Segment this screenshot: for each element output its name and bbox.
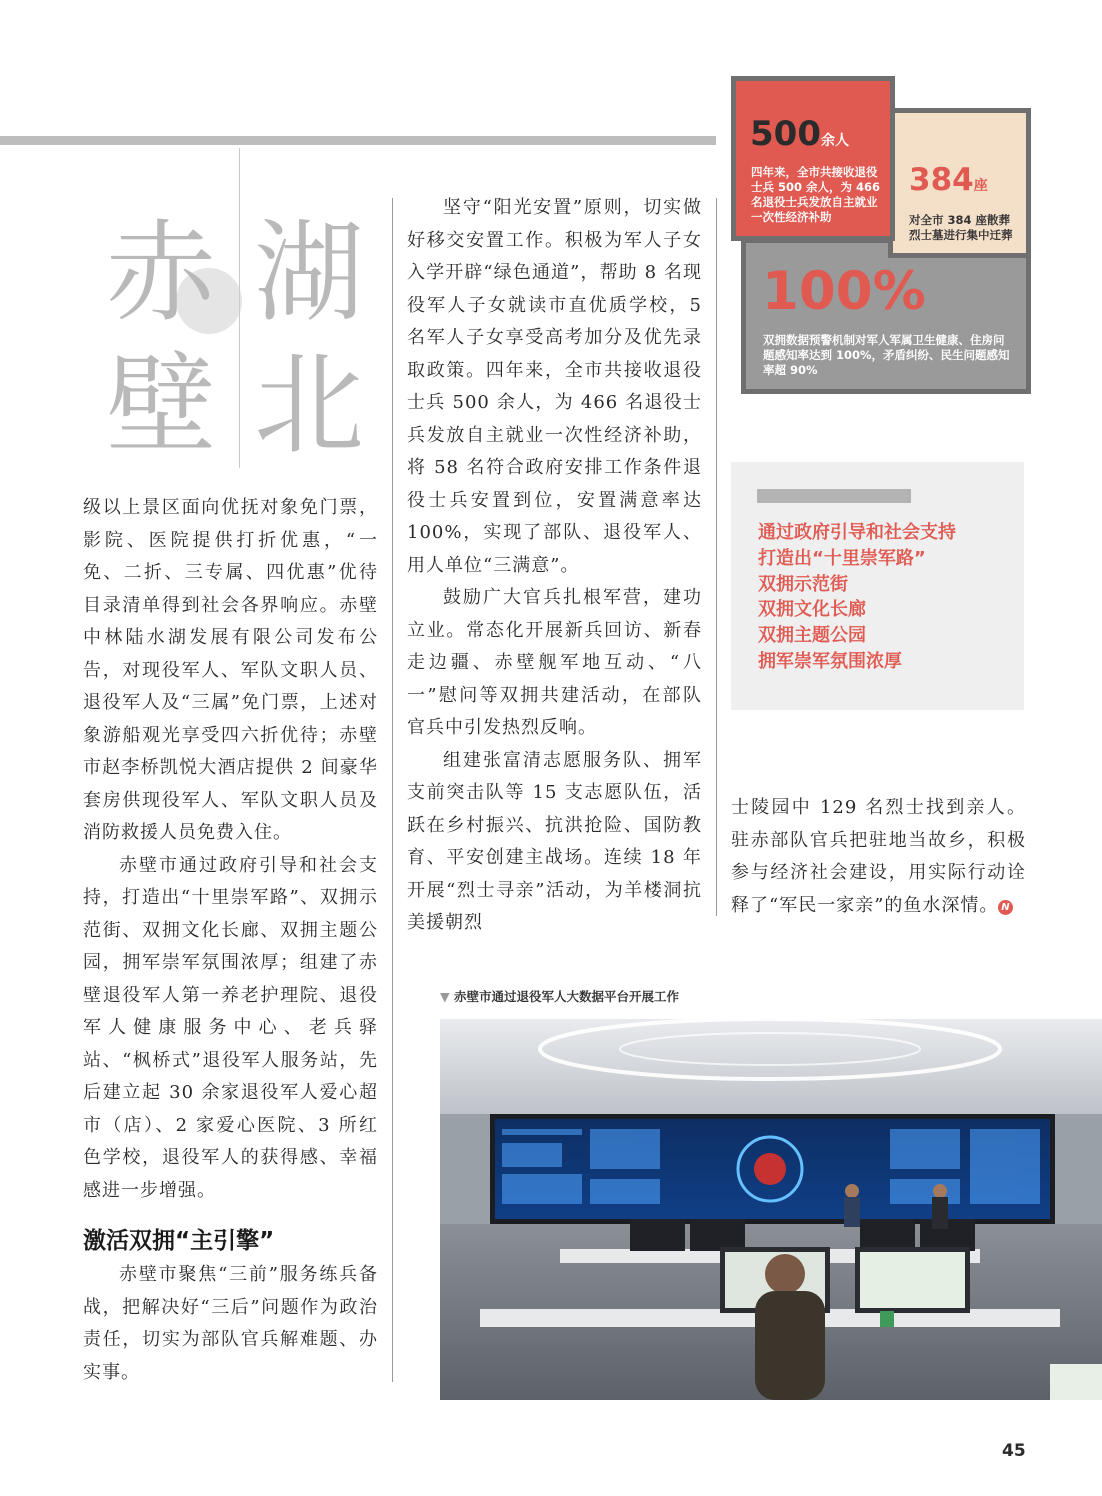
column-1-top — [83, 492, 378, 1207]
pull-quote — [731, 462, 1024, 710]
quote-line: 双拥文化长廊 — [758, 599, 866, 621]
stat-box-veterans — [731, 76, 895, 241]
stat-box-tombs — [888, 108, 1031, 258]
paragraph: 坚守“阳光安置”原则，切实做好移交安置工作。积极为军人子女入学开辟“绿色通道”，帮助 8 名现役军人子女就读市直优质学校，5 名军人子女享受高考加分及优先录取政策。四年来，全市共接收退役士兵 500 余人，为 466 名退役士兵发放自主就业一次性经济补助，将 58 名符合政府安排工作条件退役士兵安置到位，安置满意率达 100%，实现了部队、退役军人、用人单位“三满意”。 — [407, 197, 702, 576]
quote-line: 拥军崇军氛围浓厚 — [758, 650, 902, 672]
stat-unit: 座 — [973, 178, 988, 194]
column-3 — [731, 792, 1026, 922]
stat-desc: 双拥数据预警机制对军人军属卫生健康、住房问题感知率达到 100%，矛盾纠纷、民生问题感知率超 90% — [763, 333, 1010, 377]
quote-line: 双拥主题公园 — [758, 625, 866, 647]
quote-line: 双拥示范街 — [758, 573, 848, 595]
decor-char-chi: 赤 — [106, 209, 216, 337]
photo-caption — [440, 987, 679, 1005]
stat-unit: 余人 — [820, 133, 849, 149]
column-divider-1 — [392, 198, 393, 1382]
stat-desc: 四年来，全市共接收退役士兵 500 余人，为 466 名退役士兵发放自主就业一次性经济补助 — [751, 165, 881, 224]
section-heading: 激活双拥“主引擎” — [83, 1228, 275, 1254]
paragraph: 级以上景区面向优抚对象免门票，影院、医院提供打折优惠，“一免、二折、三专属、四优惠”优待目录清单得到社会各界响应。赤壁中林陆水湖发展有限公司发布公告，对现役军人、军队文职人员、退役军人及“三属”免门票，上述对象游船观光享受四六折优待；赤壁市赵李桥凯悦大酒店提供 2 间豪华套房供现役军人、军队文职人员及消防救援人员免费入住。 — [83, 497, 378, 843]
decor-char-bi: 壁 — [106, 341, 216, 469]
stat-number: 500 — [750, 114, 821, 154]
caption-triangle-icon: ▼ — [440, 989, 450, 1004]
photo-illustration — [440, 1019, 1102, 1400]
paragraph: 赤壁市聚焦“三前”服务练兵备战，把解决好“三后”问题作为政治责任，切实为部队官兵解难题、办实事。 — [83, 1264, 378, 1383]
paragraph: 组建张富清志愿服务队、拥军支前突击队等 15 支志愿队伍，活跃在乡村振兴、抗洪抢险、国防教育、平安创建主战场。连续 18 年开展“烈士寻亲”活动，为羊楼洞抗美援朝烈 — [407, 749, 702, 933]
end-mark-icon: N — [998, 900, 1013, 915]
page-number: 45 — [1002, 1441, 1026, 1461]
header-rule — [0, 136, 716, 145]
paragraph — [731, 792, 1026, 922]
quote-lines — [758, 520, 956, 675]
column-divider-2 — [716, 198, 717, 916]
decor-char-bei: 北 — [254, 341, 364, 469]
quote-line: 通过政府引导和社会支持 — [758, 522, 956, 543]
column-1-bottom — [83, 1259, 378, 1389]
quote-line: 打造出“十里崇军路” — [758, 547, 926, 569]
stat-figure — [909, 162, 988, 198]
stat-box-percent — [741, 238, 1031, 394]
column-2 — [407, 192, 702, 940]
stat-number: 100% — [762, 261, 926, 322]
photo-command-center — [440, 1019, 1102, 1400]
stat-desc: 对全市 384 座散葬烈士墓进行集中迁葬 — [909, 213, 1013, 242]
paragraph: 赤壁市通过政府引导和社会支持，打造出“十里崇军路”、双拥示范街、双拥文化长廊、双拥主题公园，拥军崇军氛围浓厚；组建了赤壁退役军人第一养老护理院、退役军人健康服务中心、老兵驿站、“枫桥式”退役军人服务站，先后建立起 30 余家退役军人爱心超市（店）、2 家爱心医院、3 所红色学校，退役军人的获得感、幸福感进一步增强。 — [83, 854, 378, 1201]
paragraph: 鼓励广大官兵扎根军营，建功立业。常态化开展新兵回访、新春走边疆、赤壁舰军地互动、“八一”慰问等双拥共建活动，在部队官兵中引发热烈反响。 — [407, 587, 702, 738]
quote-bar — [757, 489, 911, 503]
paragraph-text: 士陵园中 129 名烈士找到亲人。驻赤部队官兵把驻地当故乡，积极参与经济社会建设，用实际行动诠释了“军民一家亲”的鱼水深情。 — [731, 797, 1026, 916]
decor-char-hu: 湖 — [254, 209, 364, 337]
caption-text: 赤壁市通过退役军人大数据平台开展工作 — [453, 989, 679, 1004]
stat-figure — [750, 114, 849, 154]
stat-number: 384 — [909, 162, 974, 198]
